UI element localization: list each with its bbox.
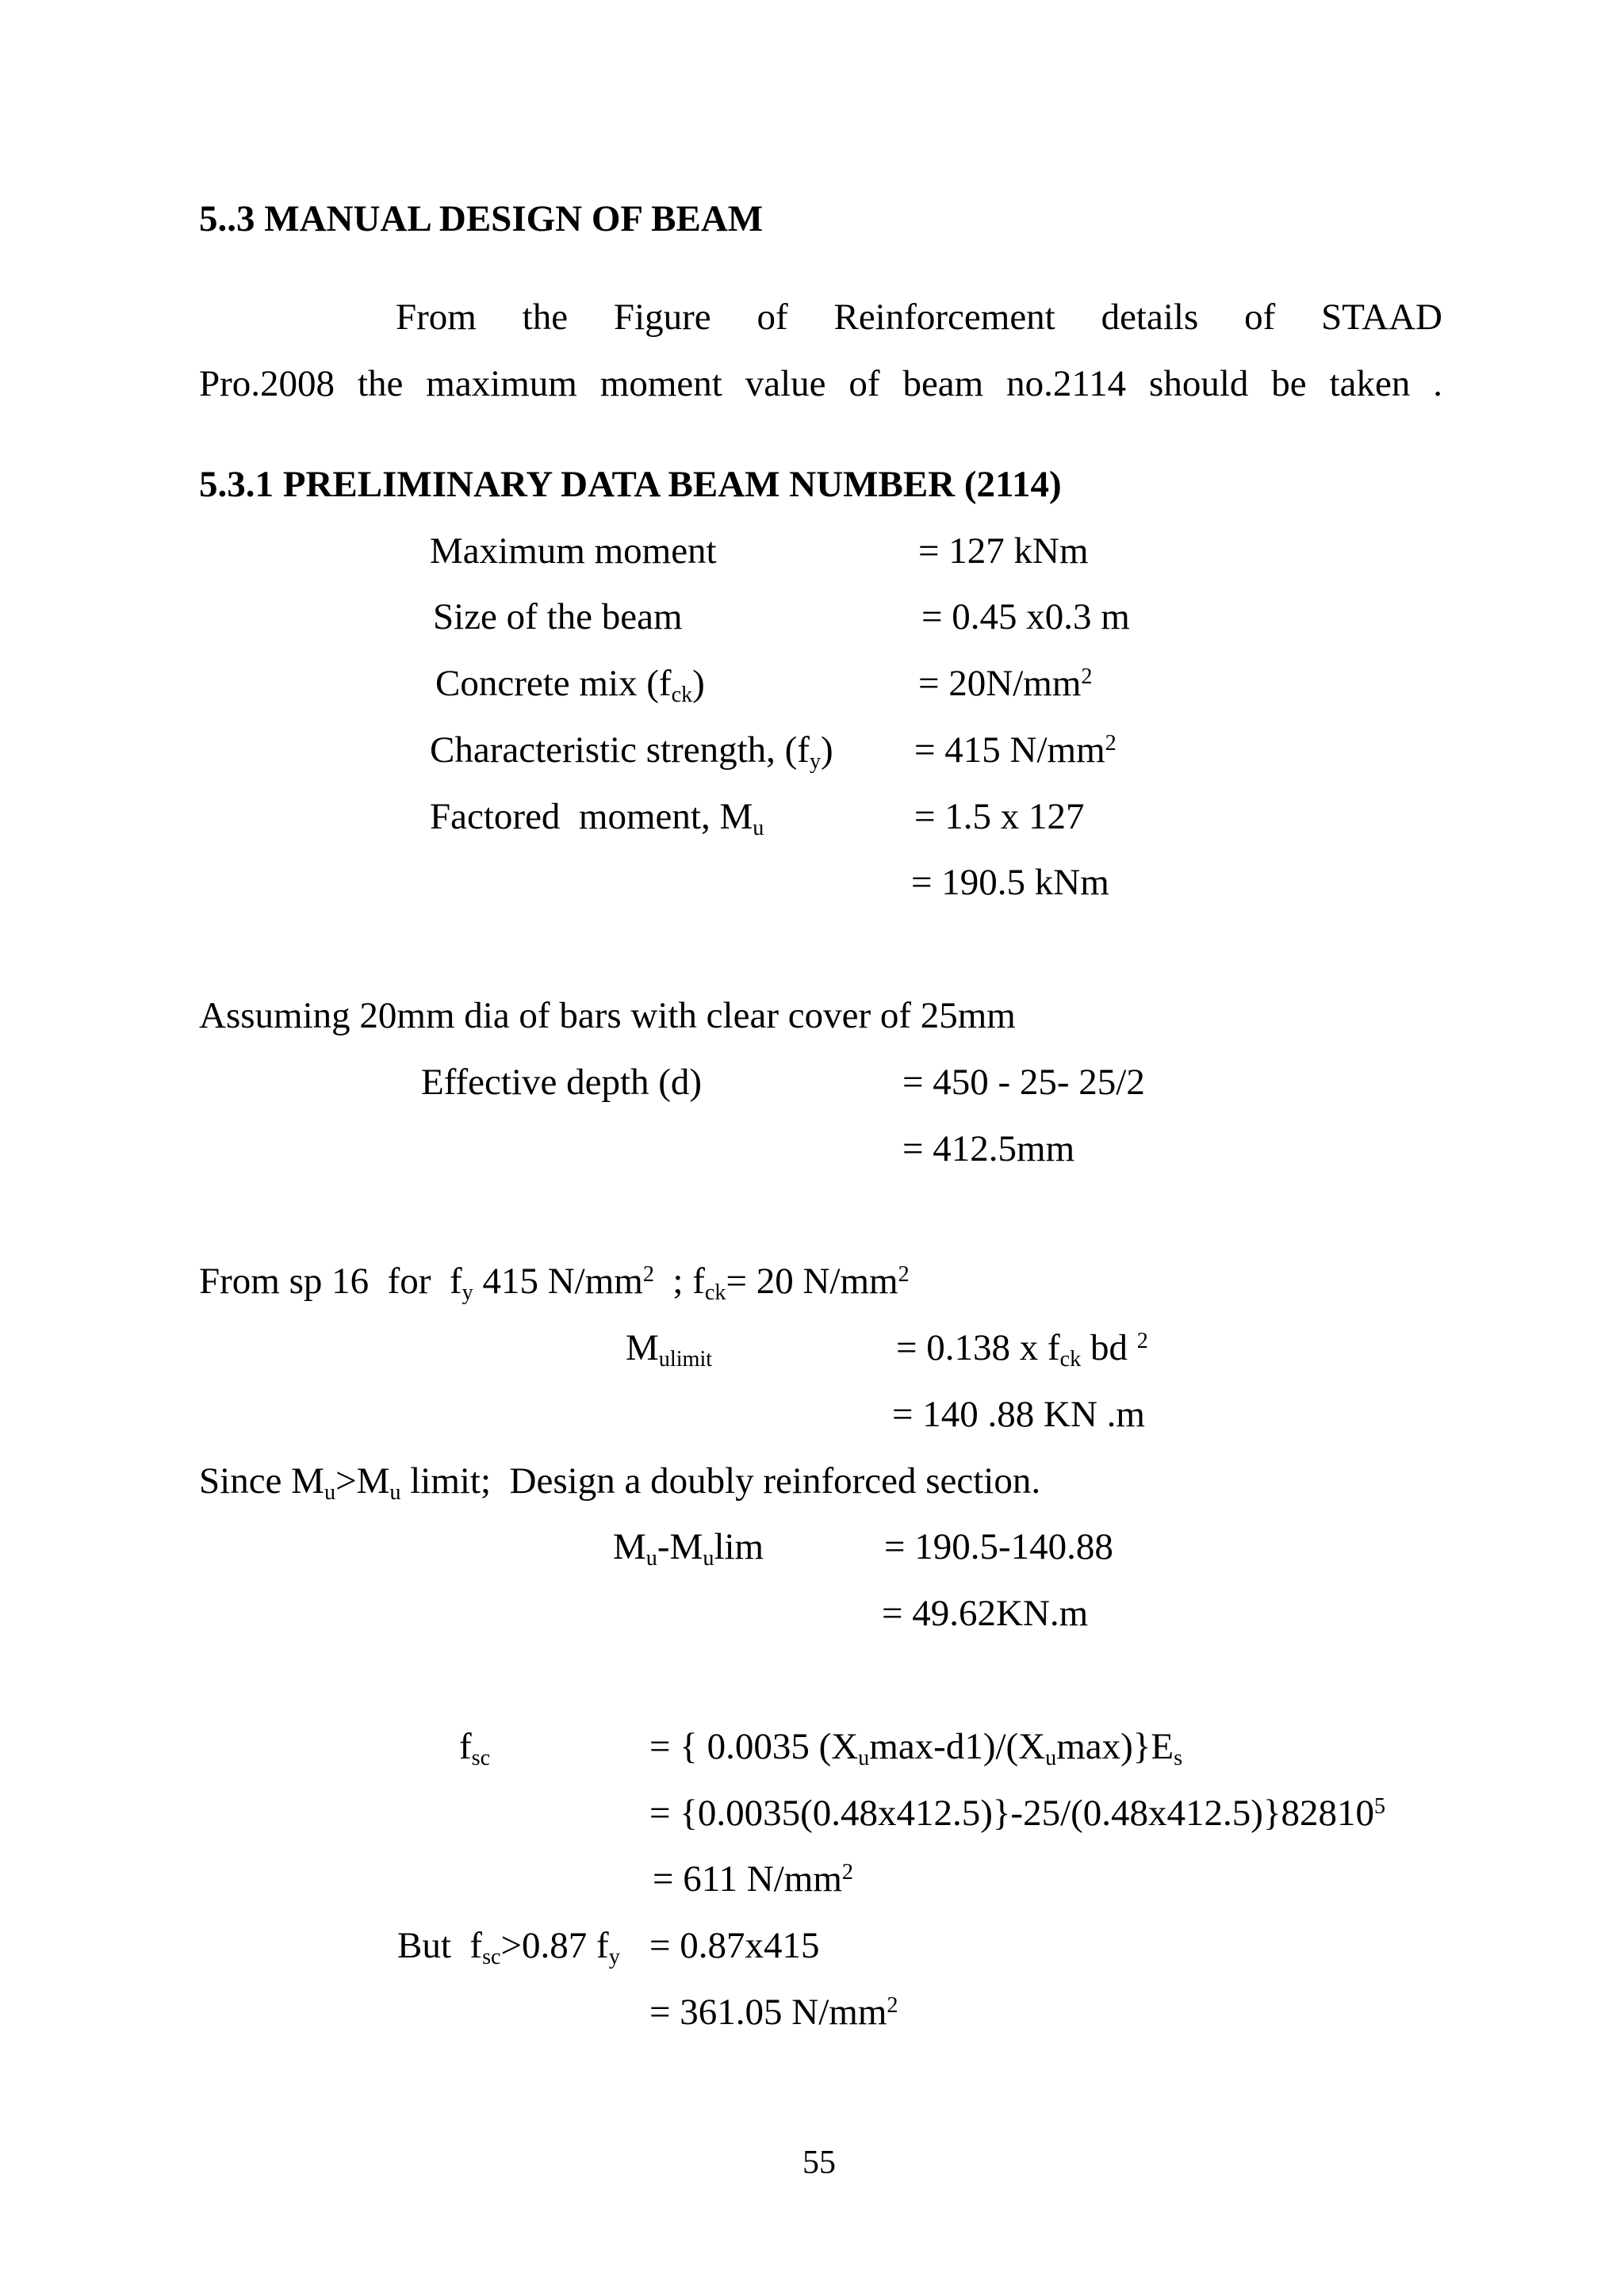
fsc-line-3-text: = 611 N/mm (653, 1858, 842, 1900)
mu-diff-label-text-3: lim (714, 1526, 764, 1567)
fsc-line-3-superscript: 2 (841, 1859, 853, 1885)
fsc-value-text-3: max)}E (1056, 1726, 1174, 1767)
subsection-heading: 5.3.1 PRELIMINARY DATA BEAM NUMBER (2114) (199, 464, 1062, 505)
effective-depth-result: = 412.5mm (902, 1128, 1075, 1169)
sp16-text-4: = 20 N/mm (726, 1261, 898, 1302)
factored-moment-result: = 190.5 kNm (911, 862, 1109, 903)
mu-diff-result: = 49.62KN.m (882, 1593, 1089, 1634)
fsc-label-subscript: sc (471, 1746, 491, 1771)
fsc-line-3 (653, 1857, 853, 1907)
mu-diff-value: = 190.5-140.88 (884, 1526, 1113, 1567)
fsc-check-result-text: = 361.05 N/mm (649, 1992, 887, 2033)
fsc-line-2-superscript: 5 (1374, 1793, 1386, 1819)
fsc-check-label (397, 1923, 620, 1973)
fsc-value-text-2: max-d1)/(X (869, 1726, 1046, 1767)
since-text-1: Since M (199, 1460, 324, 1502)
fsc-value-subscript-1: u (858, 1746, 870, 1771)
sp16-line (199, 1259, 910, 1309)
intro-line-1: From the Figure of Reinforcement details of STAAD (396, 297, 1442, 338)
sp16-text-1: From sp 16 for f (199, 1261, 462, 1302)
fsc-line-2-text: = {0.0035(0.48x412.5)}-25/(0.48x412.5)}82810 (649, 1793, 1374, 1834)
fsc-check-result-superscript: 2 (887, 1992, 898, 2018)
concrete-mix-value (918, 661, 1092, 711)
mu-diff-label-text-2: -M (657, 1526, 703, 1567)
char-strength-label-subscript: y (809, 749, 822, 775)
mu-limit-label-subscript: ulimit (658, 1347, 713, 1372)
mu-limit-value-subscript: ck (1059, 1347, 1082, 1372)
char-strength-label-end: ) (821, 729, 833, 771)
page-number: 55 (802, 2145, 836, 2181)
mu-limit-result: = 140 .88 KN .m (892, 1394, 1145, 1435)
fsc-value-subscript-2: u (1045, 1746, 1057, 1771)
sp16-text-2: 415 N/mm (473, 1261, 643, 1302)
since-subscript-2: u (389, 1480, 401, 1506)
factored-moment-label (430, 794, 764, 844)
factored-moment-value: = 1.5 x 127 (914, 796, 1085, 837)
max-moment-value: = 127 kNm (918, 530, 1089, 572)
mu-diff-label-subscript-2: u (703, 1546, 714, 1571)
fsc-check-subscript-1: sc (482, 1945, 501, 1970)
mu-diff-label-text-1: M (613, 1526, 646, 1567)
since-subscript-1: u (324, 1480, 336, 1506)
fsc-label (459, 1724, 490, 1774)
char-strength-value (914, 728, 1116, 778)
mu-limit-label-text: M (626, 1327, 659, 1368)
concrete-mix-label-end: ) (692, 663, 705, 704)
fsc-check-text-2: >0.87 f (500, 1925, 609, 1966)
sp16-subscript-2: ck (704, 1280, 726, 1306)
mu-limit-value-text-1: = 0.138 x f (896, 1327, 1060, 1368)
fsc-check-text-1: But f (397, 1925, 483, 1966)
sp16-subscript-1: y (462, 1280, 473, 1306)
mu-limit-label (626, 1326, 712, 1376)
factored-moment-label-text: Factored moment, M (430, 796, 753, 837)
char-strength-value-superscript: 2 (1105, 730, 1116, 756)
fsc-check-subscript-2: y (608, 1945, 620, 1970)
max-moment-label: Maximum moment (430, 530, 717, 572)
intro-line-2: Pro.2008 the maximum moment value of beam no.2114 should be taken . (199, 363, 1442, 404)
concrete-mix-value-text: = 20N/mm (918, 663, 1082, 704)
sp16-superscript-1: 2 (642, 1261, 654, 1287)
sp16-text-3: ; f (653, 1261, 705, 1302)
fsc-line-2 (649, 1791, 1385, 1841)
factored-moment-label-subscript: u (753, 816, 764, 841)
beam-size-label: Size of the beam (433, 596, 683, 637)
sp16-superscript-2: 2 (898, 1261, 910, 1287)
char-strength-label-text: Characteristic strength, (f (430, 729, 810, 771)
mu-diff-label (613, 1525, 764, 1575)
effective-depth-value: = 450 - 25- 25/2 (902, 1062, 1145, 1103)
fsc-value (649, 1724, 1182, 1774)
concrete-mix-label-text: Concrete mix (f (435, 663, 672, 704)
mu-limit-value-text-2: bd (1081, 1327, 1137, 1368)
char-strength-value-text: = 415 N/mm (914, 729, 1105, 771)
concrete-mix-value-superscript: 2 (1081, 664, 1093, 689)
since-text-2: >M (335, 1460, 390, 1502)
mu-limit-value-superscript: 2 (1136, 1328, 1148, 1353)
beam-size-value: = 0.45 x0.3 m (921, 596, 1130, 637)
mu-diff-label-subscript-1: u (645, 1546, 657, 1571)
mu-limit-value (896, 1326, 1148, 1376)
effective-depth-label: Effective depth (d) (421, 1062, 703, 1103)
section-heading: 5..3 MANUAL DESIGN OF BEAM (199, 198, 764, 239)
since-line (199, 1459, 1040, 1509)
concrete-mix-label (435, 661, 705, 711)
fsc-value-text-1: = { 0.0035 (X (649, 1726, 859, 1767)
concrete-mix-label-subscript: ck (671, 683, 693, 708)
since-text-3: limit; Design a doubly reinforced section. (400, 1460, 1041, 1502)
fsc-check-result (649, 1990, 898, 2040)
fsc-check-value: = 0.87x415 (649, 1925, 820, 1966)
fsc-label-text: f (459, 1726, 472, 1767)
fsc-value-subscript-3: s (1174, 1746, 1183, 1771)
assumption-text: Assuming 20mm dia of bars with clear cover of 25mm (199, 995, 1016, 1036)
char-strength-label (430, 728, 833, 778)
